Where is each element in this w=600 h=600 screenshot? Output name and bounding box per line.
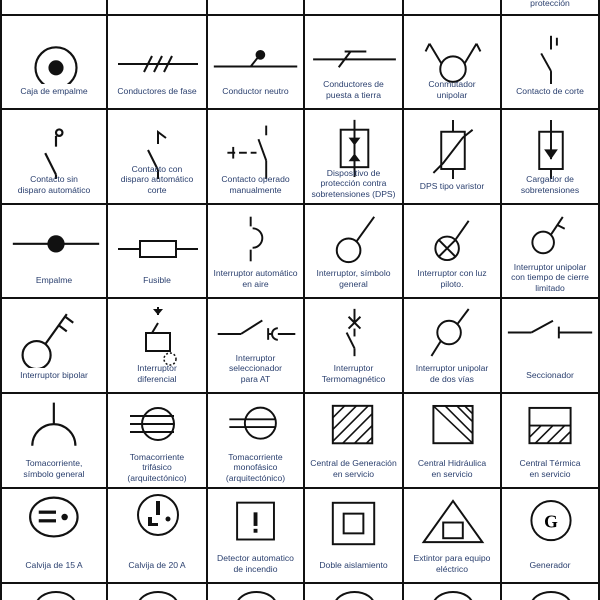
symbol-label-line: monofásico xyxy=(233,462,278,472)
symbol-label xyxy=(4,370,104,381)
symbol-label-line: Doble aislamiento xyxy=(319,559,388,570)
junction-box-icon xyxy=(2,16,108,84)
partial-row-cell xyxy=(108,584,208,600)
symbol-cell xyxy=(404,205,502,299)
symbol-label-line: en aire xyxy=(242,278,269,289)
symbol-label-line: puesta a tierra xyxy=(326,89,381,100)
symbol-label-line: Conductor neutro xyxy=(222,85,289,96)
extinguisher-icon xyxy=(404,489,502,558)
thermal-plant-icon xyxy=(502,394,600,463)
symbol-cell xyxy=(108,110,208,205)
symbol-label-line: limitado xyxy=(535,282,565,293)
symbol-label-line: Interruptor xyxy=(333,363,374,373)
symbol-label xyxy=(210,86,301,97)
manual-contact-icon xyxy=(208,110,305,179)
top-row-cell xyxy=(208,0,305,16)
surge-charger-icon xyxy=(502,110,600,179)
symbol-label xyxy=(110,86,204,97)
top-row-cell xyxy=(502,0,600,16)
symbol-label-line: Caja de empalme xyxy=(20,85,88,96)
symbol-label-line: Interruptor, símbolo xyxy=(316,268,391,278)
symbol-label-line: Tomacorriente xyxy=(129,451,185,462)
symbol-cell xyxy=(0,16,108,110)
symbol-label xyxy=(406,79,498,100)
symbol-label xyxy=(406,181,498,192)
symbol-label-line: Contacto operado xyxy=(221,174,290,184)
symbol-label xyxy=(210,353,301,385)
symbol-label-line: de dos vías xyxy=(430,373,474,384)
symbol-cell xyxy=(305,205,404,299)
symbol-cell xyxy=(502,489,600,584)
symbol-cell xyxy=(404,299,502,394)
symbol-label-line: sobretensiones xyxy=(520,184,580,195)
partial-symbol-icon xyxy=(502,584,600,600)
generation-plant-icon xyxy=(305,394,404,463)
symbol-cell xyxy=(108,489,208,584)
symbol-label-line: Seccionador xyxy=(526,369,574,380)
top-row-cell xyxy=(404,0,502,16)
symbol-label-line: Calvija de 20 A xyxy=(128,559,186,570)
top-row-cell xyxy=(305,0,404,16)
symbol-label-line: protección contra xyxy=(320,178,387,188)
symbol-label xyxy=(504,86,596,97)
symbol-label-line: Interruptor seleccionador xyxy=(228,352,283,373)
symbol-cell xyxy=(502,299,600,394)
symbol-cell xyxy=(404,394,502,489)
symbol-label xyxy=(210,174,301,195)
symbol-label xyxy=(504,560,596,571)
air-breaker-icon xyxy=(208,205,305,273)
two-way-switch-icon xyxy=(404,299,502,368)
ground-conductors-icon xyxy=(305,16,404,84)
symbol-cell xyxy=(305,489,404,584)
symbol-label-line: Dispositivo de xyxy=(326,167,381,178)
differential-switch-icon xyxy=(108,299,208,368)
symbol-label-line: sobretensiones (DPS) xyxy=(311,188,396,199)
symbol-cell xyxy=(208,16,305,110)
top-row-label: protección xyxy=(530,0,570,8)
symbol-label-line: Conductores de xyxy=(323,79,384,89)
symbol-cell xyxy=(208,299,305,394)
symbol-label xyxy=(406,363,498,384)
symbol-label xyxy=(504,262,596,294)
partial-symbol-icon xyxy=(2,584,108,600)
top-row-cell xyxy=(108,0,208,16)
symbol-label-line: Termomagnético xyxy=(321,373,386,384)
symbol-label-line: Interruptor unipolar xyxy=(513,261,587,272)
symbol-label xyxy=(110,560,204,571)
symbol-label-line: Central Hidráulica xyxy=(417,458,487,468)
symbol-cell xyxy=(0,394,108,489)
symbol-label-line: Contacto sin xyxy=(30,174,78,184)
partial-row-cell xyxy=(404,584,502,600)
cut-contact-icon xyxy=(502,16,600,84)
symbol-label-line: unipolar xyxy=(436,89,468,100)
symbol-label xyxy=(210,268,301,289)
symbol-label-line: Extintor para equipo xyxy=(413,553,491,563)
bipolar-switch-icon xyxy=(2,299,108,368)
symbol-cell xyxy=(502,16,600,110)
partial-row-cell xyxy=(208,584,305,600)
splice-icon xyxy=(2,205,108,273)
symbol-label-line: Fusible xyxy=(143,274,171,285)
symbol-label xyxy=(110,275,204,286)
neutral-conductor-icon xyxy=(208,16,305,84)
symbol-label-line: Empalme xyxy=(35,274,73,285)
outlet-general-icon xyxy=(2,394,108,463)
pilot-light-switch-icon xyxy=(404,205,502,273)
symbol-label-line: en servicio xyxy=(529,468,571,479)
symbol-label-line: Tomacorriente, xyxy=(25,458,83,468)
symbol-cell xyxy=(108,394,208,489)
varistor-icon xyxy=(404,110,502,179)
symbol-cell xyxy=(404,489,502,584)
symbol-label-line: Interruptor bipolar xyxy=(20,369,88,380)
partial-symbol-icon xyxy=(305,584,404,600)
symbol-label-line: símbolo general xyxy=(23,468,85,479)
symbol-label xyxy=(210,553,301,574)
symbol-cell xyxy=(502,110,600,205)
symbol-label-line: Conmutador xyxy=(428,79,476,89)
symbol-label-line: Central de Generación xyxy=(310,458,397,468)
symbol-cell xyxy=(305,394,404,489)
switch-general-icon xyxy=(305,205,404,273)
symbol-label-line: disparo automático corte xyxy=(120,174,194,195)
symbol-label xyxy=(504,174,596,195)
symbol-label-line: (arquitectónico) xyxy=(225,472,286,483)
symbol-cell xyxy=(305,299,404,394)
fire-detector-icon xyxy=(208,489,305,558)
generator-icon xyxy=(502,489,600,558)
symbol-label-line: Detector automatico xyxy=(217,553,294,563)
symbol-label-line: DPS tipo varistor xyxy=(419,180,485,191)
single-pole-switch-icon xyxy=(404,16,502,84)
symbol-cell xyxy=(208,394,305,489)
symbol-label xyxy=(4,560,104,571)
symbol-cell xyxy=(208,110,305,205)
symbol-cell xyxy=(0,299,108,394)
symbol-cell xyxy=(0,110,108,205)
top-row-cell xyxy=(0,0,108,16)
symbol-label-line: Interruptor automático xyxy=(213,268,298,278)
phase-conductors-icon xyxy=(108,16,208,84)
symbol-label xyxy=(307,168,400,200)
symbol-label xyxy=(504,458,596,479)
symbol-label xyxy=(307,560,400,571)
symbol-label-line: Central Térmica xyxy=(519,458,581,468)
symbol-cell xyxy=(108,299,208,394)
symbol-cell xyxy=(502,205,600,299)
symbol-label xyxy=(4,275,104,286)
symbol-label xyxy=(406,458,498,479)
symbol-label-line: Contacto con xyxy=(131,163,183,174)
symbol-label xyxy=(406,553,498,574)
symbol-label-line: eléctrico xyxy=(436,563,468,574)
symbol-label xyxy=(4,86,104,97)
symbol-label-line: Interruptor unipolar xyxy=(415,363,489,373)
symbol-label xyxy=(307,363,400,384)
thermomagnetic-switch-icon xyxy=(305,299,404,368)
symbol-cell xyxy=(0,489,108,584)
symbol-cell xyxy=(0,205,108,299)
symbol-label-line: Interruptor con luz xyxy=(417,268,487,278)
symbol-label-line: trifásico xyxy=(142,462,172,472)
symbol-label-line: (arquitectónico) xyxy=(127,472,187,483)
partial-row-cell xyxy=(0,584,108,600)
disconnector-icon xyxy=(502,299,600,368)
symbol-label xyxy=(210,452,301,484)
symbol-label-line: general xyxy=(339,278,368,289)
symbol-label xyxy=(307,79,400,100)
plug-20a-icon xyxy=(108,489,208,558)
double-insulation-icon xyxy=(305,489,404,558)
symbol-label-line: Calvija de 15 A xyxy=(25,559,83,570)
symbol-label-line: Tomacorriente xyxy=(228,451,283,462)
symbol-cell xyxy=(108,205,208,299)
symbol-cell xyxy=(404,110,502,205)
symbol-label xyxy=(406,268,498,289)
symbol-cell xyxy=(208,205,305,299)
partial-symbol-icon xyxy=(208,584,305,600)
symbol-label-line: para AT xyxy=(240,373,271,384)
symbol-cell xyxy=(208,489,305,584)
symbol-label-line: de incendio xyxy=(233,563,278,574)
partial-symbol-icon xyxy=(404,584,502,600)
symbol-label xyxy=(504,370,596,381)
partial-row-cell xyxy=(502,584,600,600)
symbol-label xyxy=(110,164,204,196)
symbol-label-line: con tiempo de cierre xyxy=(511,272,589,282)
symbol-label-line: Interruptor xyxy=(137,363,177,373)
plug-15a-icon xyxy=(2,489,108,558)
symbol-label-line: piloto. xyxy=(440,278,464,289)
symbol-label xyxy=(4,174,104,195)
symbol-label-line: Cargador de xyxy=(526,174,574,184)
symbol-label-line: en servicio xyxy=(332,468,375,479)
partial-symbol-icon xyxy=(108,584,208,600)
symbol-cell xyxy=(305,16,404,110)
symbol-cell xyxy=(108,16,208,110)
symbol-label-line: Conductores de fase xyxy=(117,85,197,96)
symbol-label-line: diferencial xyxy=(137,373,177,384)
symbol-cell xyxy=(502,394,600,489)
partial-row-cell xyxy=(305,584,404,600)
symbol-label xyxy=(110,452,204,484)
symbol-label xyxy=(4,458,104,479)
fuse-icon xyxy=(108,205,208,273)
symbol-label-line: en servicio xyxy=(431,468,473,479)
symbol-cell xyxy=(404,16,502,110)
contact-no-trip-icon xyxy=(2,110,108,179)
symbol-label xyxy=(307,268,400,289)
symbol-label-line: disparo automático xyxy=(17,184,91,195)
symbol-cell xyxy=(305,110,404,205)
symbol-label xyxy=(110,363,204,384)
symbol-label-line: Generador xyxy=(529,559,571,570)
symbol-label xyxy=(307,458,400,479)
symbol-label-line: Contacto de corte xyxy=(516,85,584,96)
hydro-plant-icon xyxy=(404,394,502,463)
symbol-label-line: manualmente xyxy=(229,184,282,195)
generator-letter: G xyxy=(544,511,558,532)
